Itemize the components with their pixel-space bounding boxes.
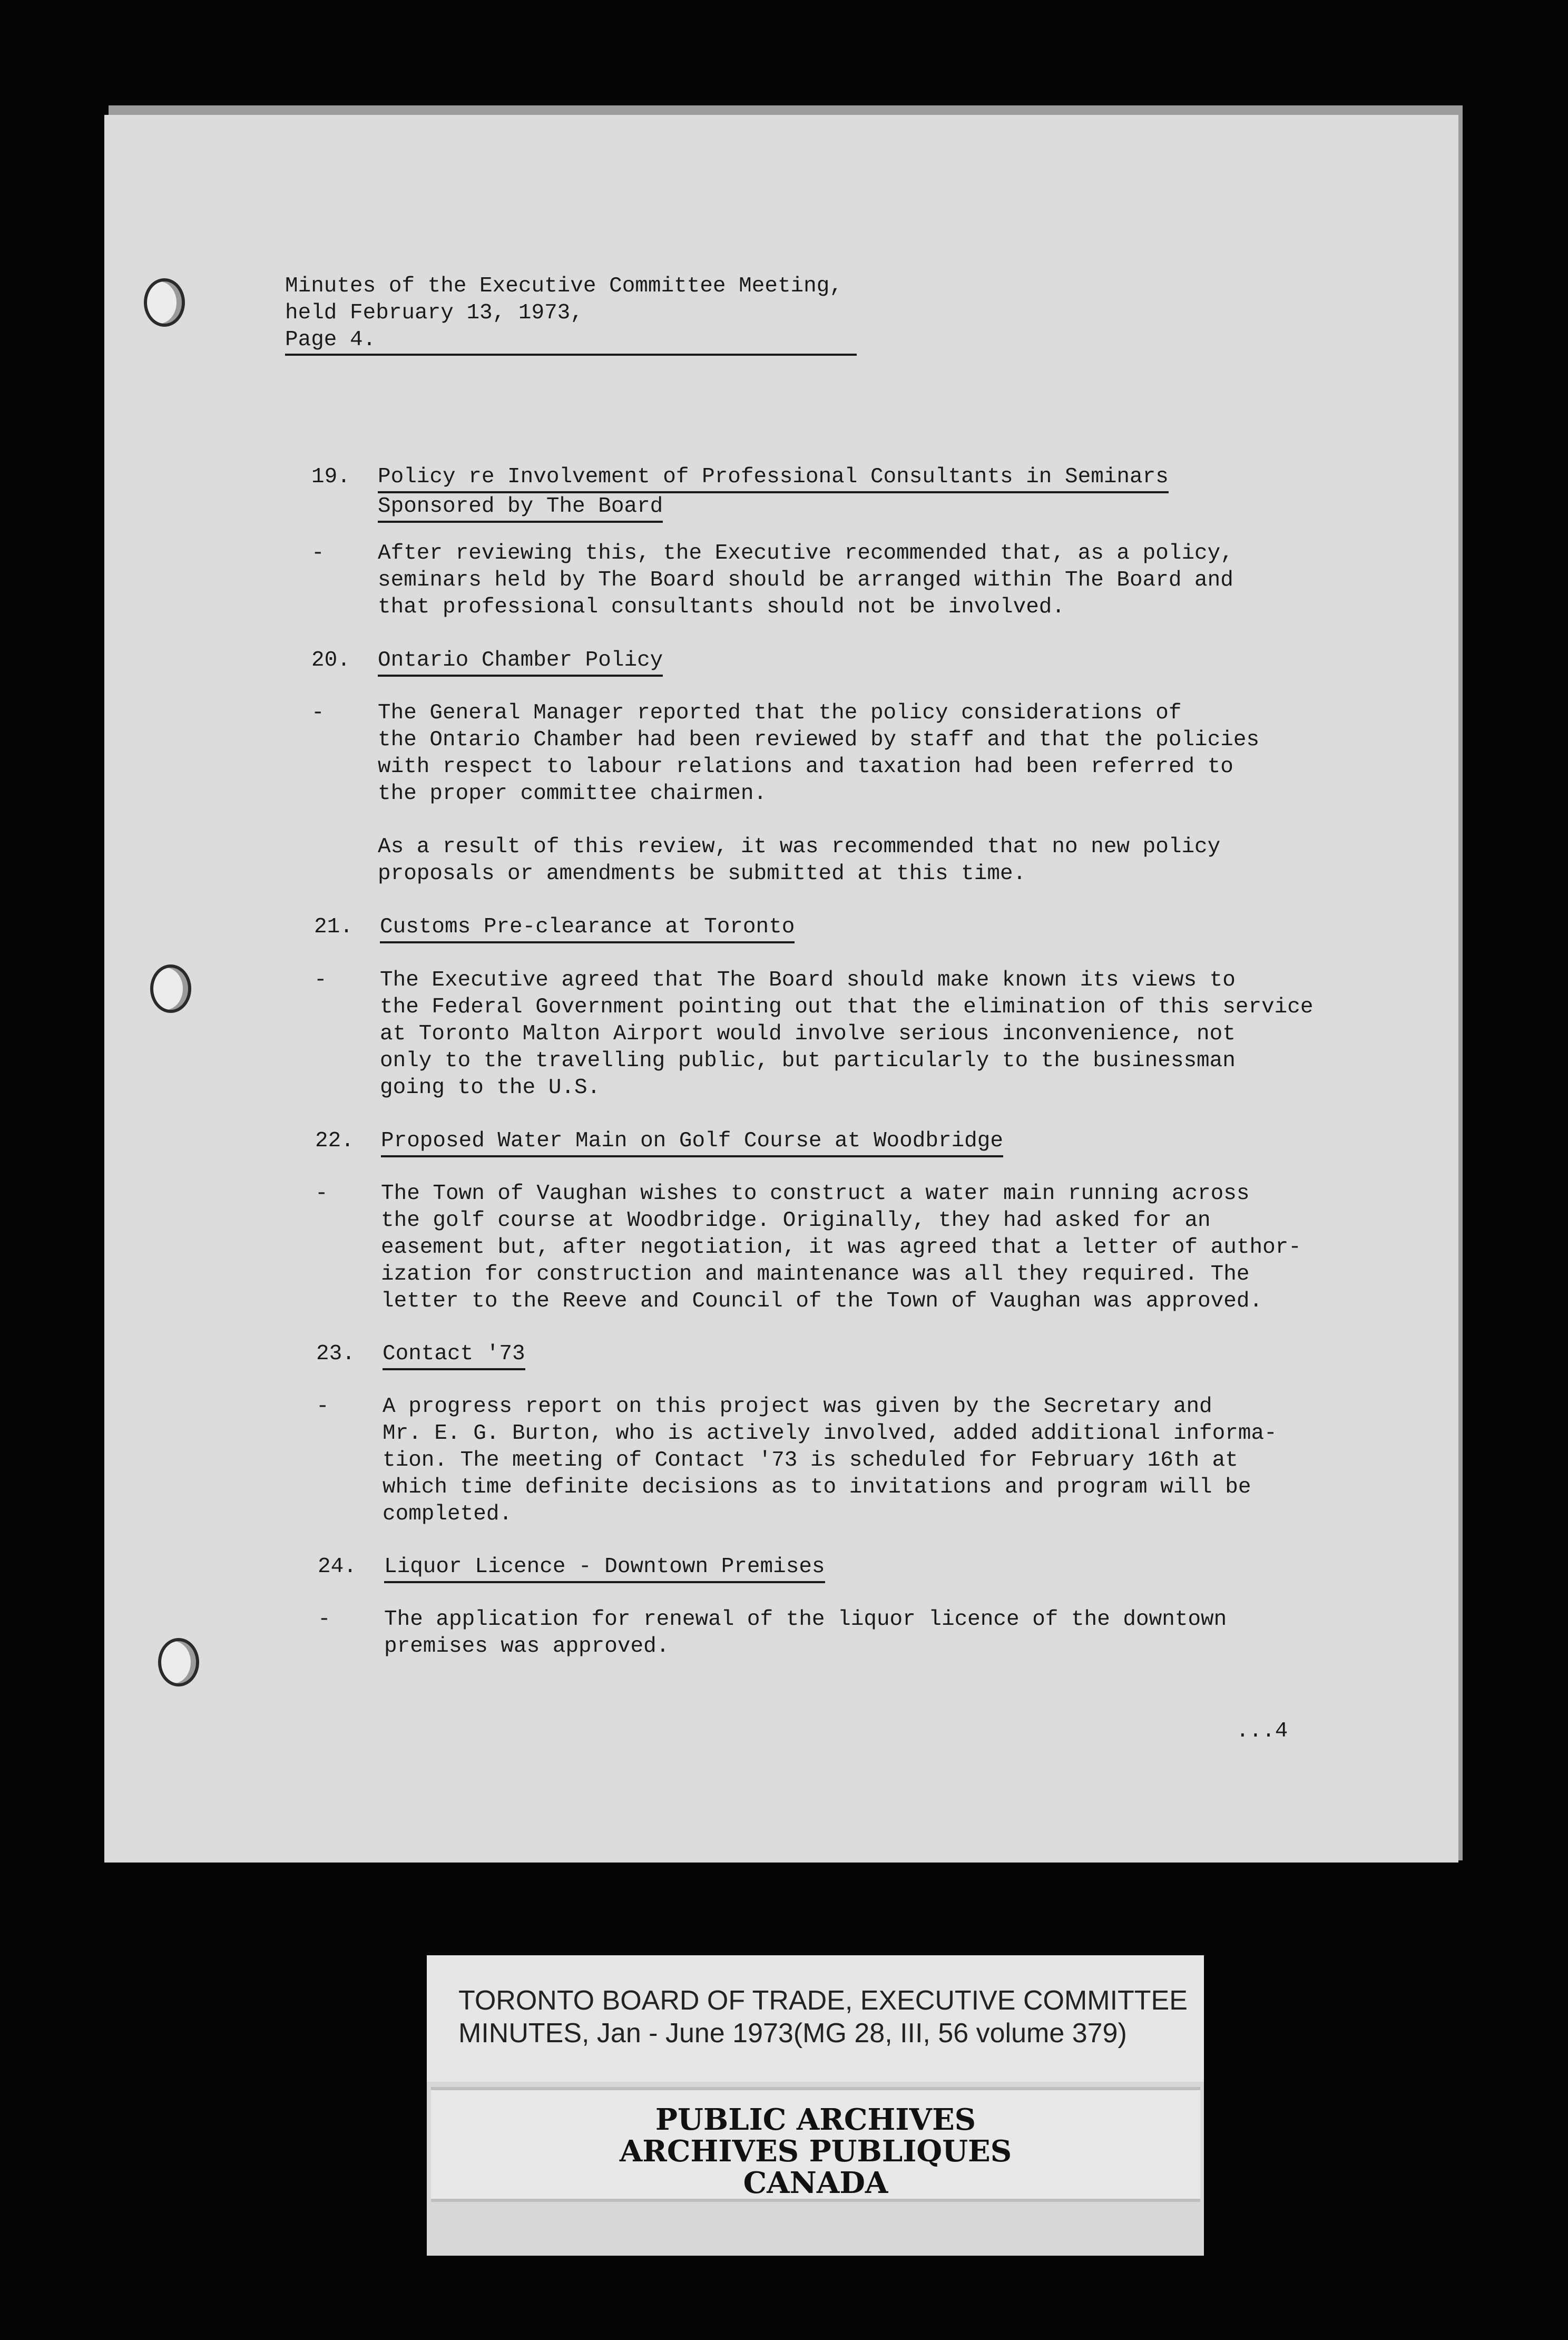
archives-stamp <box>431 2087 1200 2202</box>
archives-stamp-line-3: CANADA <box>743 2166 888 2200</box>
item-dash-19: - <box>311 541 325 565</box>
paragraph-line: easement but, after negotiation, it was agreed that a letter of author- <box>381 1235 1301 1260</box>
paragraph-line: The application for renewal of the liquor licence of the downtown <box>384 1607 1227 1632</box>
item-dash-24: - <box>318 1607 331 1632</box>
item-paragraph-22 <box>381 1181 1301 1315</box>
item-number-21: 21. <box>314 915 353 939</box>
item-heading-20 <box>378 647 663 677</box>
item-paragraph-20b <box>378 834 1220 888</box>
item-paragraph-24 <box>384 1606 1227 1660</box>
item-heading-21-line-1: Customs Pre-clearance at Toronto <box>380 914 795 943</box>
item-dash-23: - <box>316 1395 329 1419</box>
item-heading-19-line-2: Sponsored by The Board <box>378 493 663 523</box>
paragraph-line: Mr. E. G. Burton, who is actively involved, added additional informa- <box>383 1421 1277 1446</box>
item-heading-21 <box>380 914 795 943</box>
paragraph-line: with respect to labour relations and taxation had been referred to <box>378 755 1233 779</box>
archive-label-line-1: TORONTO BOARD OF TRADE, EXECUTIVE COMMITTEE <box>458 1985 1188 2016</box>
header-line-2: held February 13, 1973, <box>285 301 583 325</box>
item-dash-22: - <box>315 1182 328 1206</box>
paragraph-line: the Federal Government pointing out that the elimination of this service <box>380 995 1314 1019</box>
archives-stamp-line-1: PUBLIC ARCHIVES <box>655 2102 976 2137</box>
item-number-22: 22. <box>315 1129 354 1153</box>
item-heading-23 <box>383 1341 525 1370</box>
item-heading-19 <box>378 464 1169 523</box>
paragraph-line: only to the travelling public, but particularly to the businessman <box>380 1049 1236 1073</box>
item-paragraph-21 <box>380 967 1314 1101</box>
item-number-20: 20. <box>311 648 350 672</box>
paragraph-line: the golf course at Woodbridge. Originally, they had asked for an <box>381 1208 1211 1233</box>
paragraph-line: ization for construction and maintenance was all they required. The <box>381 1262 1250 1286</box>
paragraph-line: the proper committee chairmen. <box>378 782 767 806</box>
paragraph-line: The General Manager reported that the policy considerations of <box>378 701 1182 725</box>
item-number-23: 23. <box>316 1342 355 1366</box>
minutes-header <box>285 273 857 356</box>
item-heading-22 <box>381 1128 1003 1157</box>
paragraph-line: A progress report on this project was given by the Secretary and <box>383 1395 1212 1419</box>
paragraph-line: premises was approved. <box>384 1634 670 1659</box>
paragraph-line: The Town of Vaughan wishes to construct a water main running across <box>381 1182 1250 1206</box>
paragraph-line: that professional consultants should not be involved. <box>378 595 1065 619</box>
paragraph-line: completed. <box>383 1502 513 1526</box>
paragraph-line: tion. The meeting of Contact '73 is scheduled for February 16th at <box>383 1448 1238 1473</box>
header-line-1: Minutes of the Executive Committee Meeting, <box>285 274 842 298</box>
item-heading-22-line-1: Proposed Water Main on Golf Course at Woodbridge <box>381 1128 1003 1157</box>
item-heading-24 <box>384 1554 825 1583</box>
item-heading-23-line-1: Contact '73 <box>383 1341 525 1370</box>
item-number-19: 19. <box>311 465 350 489</box>
header-line-3: Page 4. <box>285 328 376 352</box>
paragraph-line: seminars held by The Board should be arranged within The Board and <box>378 568 1233 592</box>
paragraph-line: at Toronto Malton Airport would involve serious inconvenience, not <box>380 1022 1236 1046</box>
binder-hole-middle <box>150 964 191 1013</box>
paragraph-line: going to the U.S. <box>380 1076 601 1100</box>
item-heading-24-line-1: Liquor Licence - Downtown Premises <box>384 1554 825 1583</box>
item-dash-20: - <box>311 701 325 725</box>
item-heading-20-line-1: Ontario Chamber Policy <box>378 647 663 677</box>
paragraph-line: which time definite decisions as to invitations and program will be <box>383 1475 1251 1499</box>
binder-hole-bottom <box>158 1638 199 1686</box>
item-number-24: 24. <box>318 1555 357 1579</box>
page-continuation: ...4 <box>1236 1719 1288 1743</box>
archives-stamp-line-2: ARCHIVES PUBLIQUES <box>619 2134 1012 2169</box>
paragraph-line: the Ontario Chamber had been reviewed by staff and that the policies <box>378 728 1260 752</box>
document-page <box>104 115 1458 1863</box>
item-paragraph-23 <box>383 1393 1277 1528</box>
archive-label-text <box>458 1984 1188 2050</box>
archive-label-line-2: MINUTES, Jan - June 1973(MG 28, III, 56 volume 379) <box>458 2018 1127 2049</box>
binder-hole-top <box>144 278 185 327</box>
paragraph-line: The Executive agreed that The Board should make known its views to <box>380 968 1236 992</box>
paragraph-line: letter to the Reeve and Council of the Town of Vaughan was approved. <box>381 1289 1263 1313</box>
item-paragraph-20a <box>378 700 1259 807</box>
paragraph-line: As a result of this review, it was recommended that no new policy <box>378 835 1221 859</box>
item-dash-21: - <box>314 968 327 992</box>
paragraph-line: proposals or amendments be submitted at this time. <box>378 862 1026 886</box>
paragraph-line: After reviewing this, the Executive recommended that, as a policy, <box>378 541 1233 565</box>
item-heading-19-line-1: Policy re Involvement of Professional Consultants in Seminars <box>378 464 1169 493</box>
item-paragraph-19 <box>378 540 1233 621</box>
